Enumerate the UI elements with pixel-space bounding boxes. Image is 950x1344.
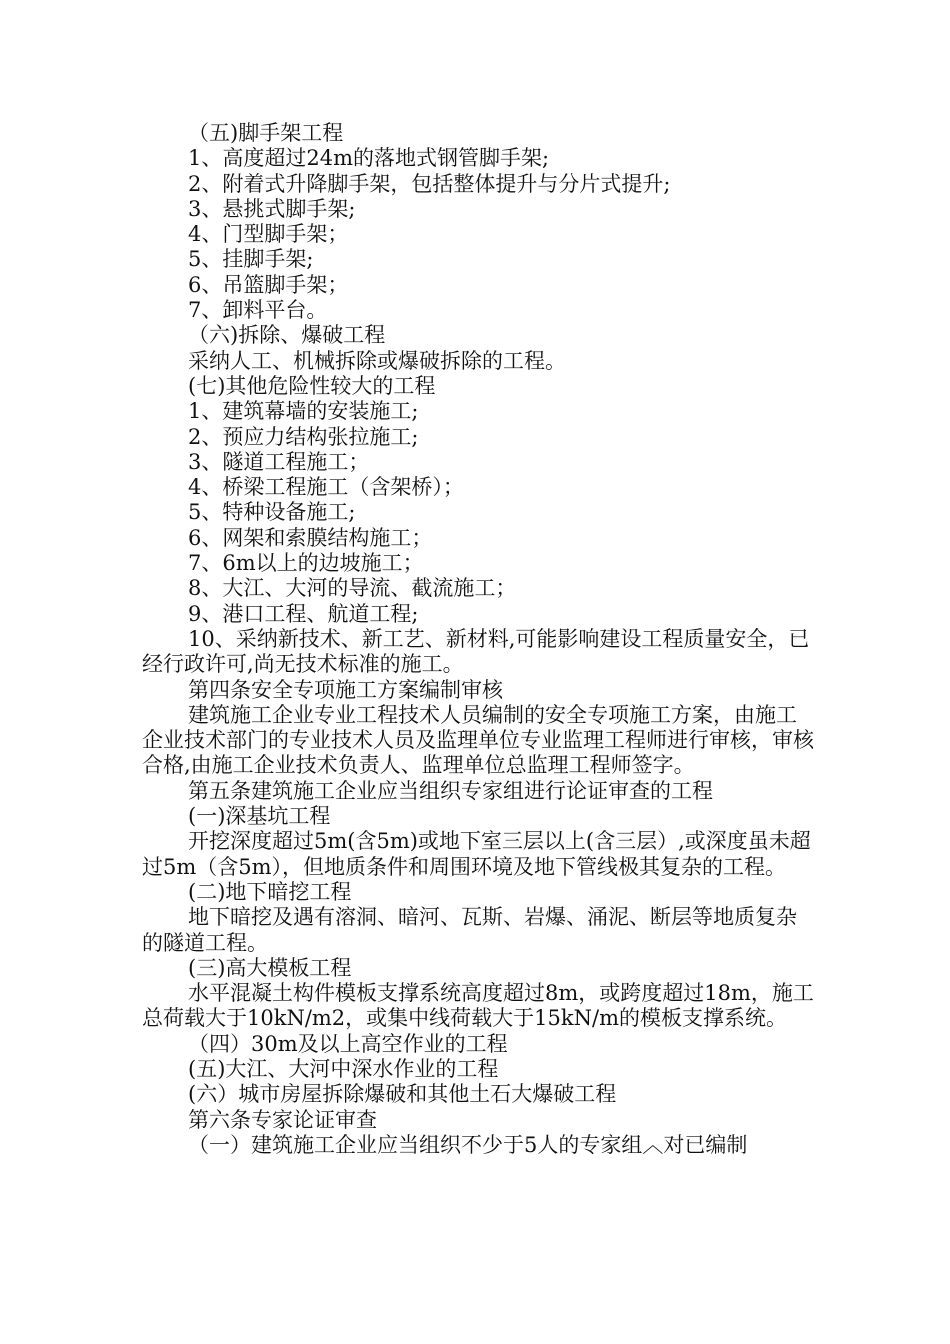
section-heading-other: (七)其他危险性较大的工程 [188, 373, 436, 398]
section-heading-deep-water: (五)大江、大河中深水作业的工程 [188, 1056, 499, 1081]
list-item: 3、隧道工程施工； [188, 449, 370, 474]
list-item: 5、挂脚手架; [188, 247, 314, 272]
section-heading-formwork: (三)高大模板工程 [188, 955, 352, 980]
list-item: 2、预应力结构张拉施工; [188, 424, 419, 449]
paragraph: （一）建筑施工企业应当组织不少于5人的专家组︿对已编制 [188, 1132, 748, 1157]
list-item: 8、大江、大河的导流、截流施工； [188, 576, 517, 601]
list-item: 2、附着式升降脚手架，包括整体提升与分片式提升; [188, 171, 671, 196]
list-item: 10、采纳新技术、新工艺、新材料,可能影响建设工程质量安全，已经行政许可,尚无技术标准的施工。 [142, 626, 810, 677]
list-item: 4、门型脚手架； [188, 222, 349, 247]
section-heading-high-altitude: （四）30m及以上高空作业的工程 [188, 1031, 508, 1056]
section-heading-blasting: (六）城市房屋拆除爆破和其他土石大爆破工程 [188, 1082, 617, 1107]
list-item: 1、建筑幕墙的安装施工; [188, 399, 419, 424]
article-heading-5: 第五条建筑施工企业应当组织专家组进行论证审查的工程 [188, 778, 713, 803]
list-item: 6、吊篮脚手架； [188, 272, 349, 297]
list-item: 4、桥梁工程施工（含架桥）； [188, 475, 464, 500]
document-body [142, 121, 814, 1158]
paragraph: 建筑施工企业专业工程技术人员编制的安全专项施工方案，由施工企业技术部门的专业技术人员及监理单位专业监理工程师进行审核，审核合格,由施工企业技术负责人、监理单位总监理工程师签字。 [142, 702, 814, 778]
paragraph: 开挖深度超过5m(含5m)或地下室三层以上(含三层）,或深度虽未超过5m（含5m），但地质条件和周围环境及地下管线极其复杂的工程。 [142, 829, 811, 879]
section-heading-underground: (二)地下暗挖工程 [188, 879, 352, 904]
list-item: 7、卸料平台。 [188, 298, 328, 323]
section-heading-deep-pit: (一)深基坑工程 [188, 804, 331, 829]
list-item: 5、特种设备施工; [188, 500, 356, 525]
article-heading-6: 第六条专家论证审查 [188, 1107, 377, 1132]
list-item: 9、港口工程、航道工程; [188, 601, 419, 626]
paragraph: 采纳人工、机械拆除或爆破拆除的工程。 [188, 348, 566, 373]
list-item: 6、网架和索膜结构施工； [188, 525, 433, 550]
section-heading-demolition: （六)拆除、爆破工程 [188, 323, 386, 348]
section-heading-scaffolding: （五)脚手架工程 [188, 121, 344, 145]
list-item: 1、高度超过24m的落地式钢管脚手架; [188, 146, 550, 171]
article-heading-4: 第四条安全专项施工方案编制审核 [188, 677, 503, 702]
list-item: 3、悬挑式脚手架; [188, 196, 356, 221]
list-item: 7、6m以上的边坡施工； [188, 551, 424, 576]
paragraph: 水平混凝土构件模板支撑系统高度超过8m，或跨度超过18m，施工总荷载大于10kN/m2，或集中线荷载大于15kN/m的模板支撑系统。 [142, 981, 814, 1031]
paragraph: 地下暗挖及遇有溶洞、暗河、瓦斯、岩爆、涌泥、断层等地质复杂的隧道工程。 [142, 905, 797, 955]
